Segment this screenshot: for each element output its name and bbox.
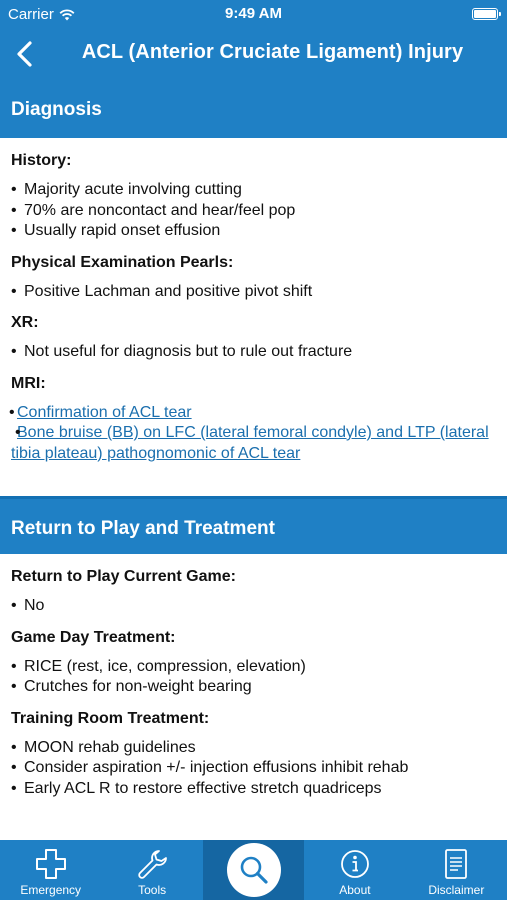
content-scroll-area[interactable] <box>0 81 507 840</box>
list-item: • Not useful for diagnosis but to rule out fracture <box>11 342 496 363</box>
acl-tear-link[interactable]: Confirmation of ACL tear <box>17 403 192 421</box>
list-item: • 70% are noncontact and hear/feel pop <box>11 201 496 222</box>
info-icon <box>338 847 372 881</box>
history-list <box>11 180 496 242</box>
navigation-bar <box>0 28 507 81</box>
xr-heading: XR: <box>11 314 39 331</box>
tab-search[interactable] <box>203 840 304 900</box>
history-heading: History: <box>11 152 72 169</box>
section-diagnosis <box>0 138 507 496</box>
current-game-list <box>11 596 496 617</box>
training-room-heading: Training Room Treatment: <box>11 709 210 727</box>
cross-icon <box>34 847 68 881</box>
clock: 9:49 AM <box>225 5 282 22</box>
list-item: • MOON rehab guidelines <box>11 738 496 759</box>
list-item: • Positive Lachman and positive pivot shift <box>11 282 496 303</box>
list-item: • Consider aspiration +/- injection effusions inhibit rehab <box>11 758 496 779</box>
game-day-heading: Game Day Treatment: <box>11 628 176 646</box>
tab-disclaimer[interactable] <box>406 840 507 900</box>
list-item: • Majority acute involving cutting <box>11 180 496 201</box>
bone-bruise-link[interactable]: Bone bruise (BB) on LFC (lateral femoral condyle) and LTP (lateral tibia plateau) pathognomonic of ACL tear <box>11 424 489 462</box>
search-icon <box>238 854 270 886</box>
tab-label: Tools <box>138 883 167 897</box>
list-item: • Crutches for non-weight bearing <box>11 677 496 698</box>
tab-label: About <box>339 883 371 897</box>
list-item: • No <box>11 596 496 617</box>
list-item: • Usually rapid onset effusion <box>11 221 496 242</box>
document-icon <box>439 847 473 881</box>
list-item <box>11 403 496 424</box>
tab-label: Emergency <box>20 883 82 897</box>
back-chevron-icon[interactable] <box>10 38 40 70</box>
training-room-list <box>11 738 496 800</box>
physical-exam-list <box>11 282 496 303</box>
wrench-icon <box>135 847 169 881</box>
section-header-return-to-play: Return to Play and Treatment <box>0 496 507 554</box>
mri-list <box>11 403 496 465</box>
section-header-diagnosis: Diagnosis <box>0 81 507 138</box>
page-title: ACL (Anterior Cruciate Ligament) Injury <box>81 41 464 63</box>
tab-tools[interactable] <box>101 840 202 900</box>
battery-icon <box>472 8 498 20</box>
tab-bar <box>0 840 507 900</box>
list-item: • RICE (rest, ice, compression, elevation) <box>11 657 496 678</box>
current-game-heading: Return to Play Current Game: <box>11 568 236 585</box>
game-day-list <box>11 657 496 698</box>
mri-heading: MRI: <box>11 374 46 392</box>
search-button-circle <box>227 843 281 897</box>
tab-about[interactable] <box>304 840 405 900</box>
physical-exam-heading: Physical Examination Pearls: <box>11 253 234 271</box>
xr-list <box>11 342 496 363</box>
list-item: • Early ACL R to restore effective stretch quadriceps <box>11 779 496 800</box>
list-item <box>11 423 496 464</box>
status-bar <box>0 0 507 28</box>
tab-emergency[interactable] <box>0 840 101 900</box>
tab-label: Disclaimer <box>428 883 485 897</box>
carrier-label: Carrier <box>8 6 54 23</box>
section-return-to-play <box>0 554 507 799</box>
